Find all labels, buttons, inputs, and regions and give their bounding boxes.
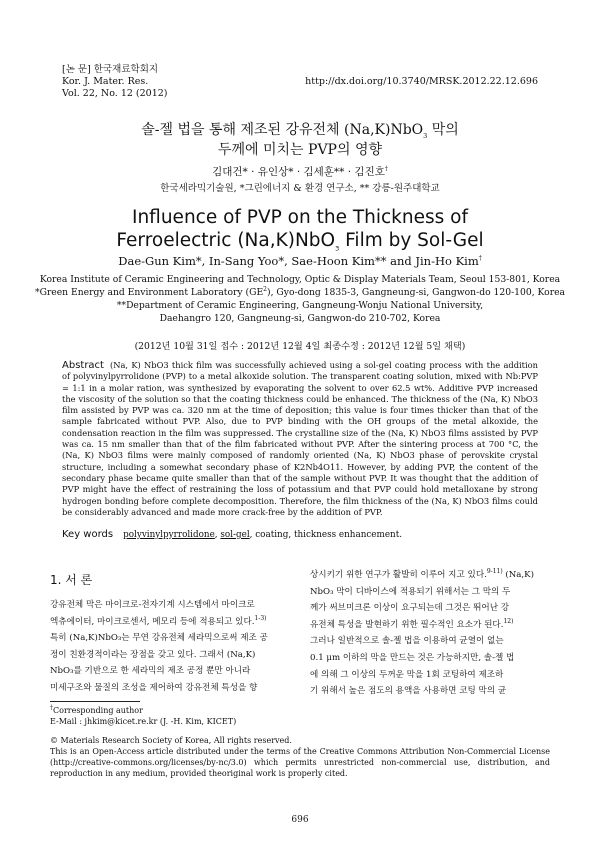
title-kr-line2: 두께에 미치는 PVP의 영향 xyxy=(217,142,383,158)
body-line: 께가 써브미크론 이상이 요구되는데 그것은 뛰어난 강 xyxy=(310,603,510,614)
abstract-label: Abstract xyxy=(62,360,104,371)
journal-volume: Vol. 22, No. 12 (2012) xyxy=(62,88,168,99)
body-line: 그러나 일반적으로 솔-젤 법을 이용하여 균열이 없는 xyxy=(310,636,504,647)
license-notice: This is an Open-Access article distributed under the terms of the Creative Commons Attribution Non-Commercial License (http://creative-commons.org/licenses/by-nc/3.0) which permits unrestricted non-commercial use, distribution, and reproduction in any medium, provided theoriginal work is properly cited. xyxy=(50,747,550,778)
authors-kr: 김대건* · 유인상* · 김세훈** · 김진호† xyxy=(212,165,388,178)
affiliations-kr: 한국세라믹기술원, *그린에너지 & 환경 연구소, ** 강릉-원주대학교 xyxy=(160,183,440,194)
copyright-notice: © Materials Research Society of Korea, All rights reserved. xyxy=(50,736,292,745)
doi-link[interactable]: http://dx.doi.org/10.3740/MRSK.2012.22.12.696 xyxy=(305,76,538,87)
body-line: 기 위해서 높은 점도의 용액을 사용하면 코팅 막의 균 xyxy=(310,686,507,697)
title-en-line1: Influence of PVP on the Thickness of xyxy=(132,207,468,228)
body-line: NbO₃를 기반으로 한 세라믹의 제조 공정 뿐만 아니라 xyxy=(50,666,251,677)
journal-name-kr: [논 문] 한국재료학회지 xyxy=(62,64,159,75)
left-column xyxy=(50,597,290,697)
footnote-divider xyxy=(50,701,140,702)
abstract xyxy=(62,360,538,518)
received-dates: (2012년 10월 31일 접수 : 2012년 12월 4일 최종수정 : 2012년 12월 5일 채택) xyxy=(134,341,466,352)
keywords: Key words polyvinylpyrrolidone, sol-gel, coating, thickness enhancement. xyxy=(62,529,403,540)
journal-header xyxy=(62,64,168,100)
keyword-link-1[interactable]: polyvinylpyrrolidone xyxy=(123,530,215,540)
body-line: 강유전체 막은 마이크로-전자기계 시스템에서 마이크로 xyxy=(50,600,255,610)
authors-en: Dae-Gun Kim*, In-Sang Yoo*, Sae-Hoon Kim** and Jin-Ho Kim† xyxy=(118,254,482,268)
title-kr-line1: 솔-젤 법을 통해 제조된 강유전체 (Na,K)NbO$_3$ 막의 xyxy=(141,122,459,140)
body-line: 상시키기 위한 연구가 활발히 이루어 지고 있다.$^{9-11)}$ (Na,K) xyxy=(310,568,534,580)
body-line: 미세구조와 물질의 조성을 제어하여 강유전체 특성을 향 xyxy=(50,682,258,693)
corresponding-email[interactable]: E-Mail : jhkim@kicet.re.kr (J. -H. Kim, KICET) xyxy=(50,717,237,726)
body-line: 0.1 μm 이하의 막을 만드는 것은 가능하지만, 솔-젤 법 xyxy=(310,652,515,663)
page-number: 696 xyxy=(291,815,309,825)
footnotes xyxy=(50,705,550,779)
journal-name-en: Kor. J. Mater. Res. xyxy=(62,76,149,87)
keyword-link-2[interactable]: sol-gel xyxy=(220,530,250,540)
abstract-text: (Na, K) NbO3 thick film was successfully achieved using a sol-gel coating process with the addition of polyvinylpyrrolidone (PVP) to a metal alkoxide solution. The transparent coating solution, mixed with Nb:PVP = 1:1 in a molar ration, was synthesized by evaporating the solvent to over 62.5 wt%. Additive PVP increased the viscosity of the solution so that the coating thickness could be enhanced. The thickness of the (Na, K) NbO3 film assisted by PVP was ca. 320 nm at the time of deposition; this value is four times thicker than that of the sample fabricated without PVP. Also, due to PVP binding with the OH groups of the metal alkoxide, the condensation reaction in the film was suppressed. The crystalline size of the (Na, K) NbO3 films assisted by PVP was ca. 15 nm smaller than that of the film fabricated without PVP. After the sintering process at 700 °C, the (Na, K) NbO3 films were mainly composed of randomly oriented (Na, K) NbO3 phase of perovskite crystal structure, including a somewhat secondary phase of K2Nb4O11. However, by adding PVP, the content of the secondary phase became quite smaller than that of the sample without PVP. It was thought that the addition of PVP might have the effect of restraining the loss of potassium and that PVP could hold metalloxane by strong hydrogen bonding before complete decomposition. Therefore, the film thickness of the (Na, K) NbO3 films could be considerably advanced and made more crack-free by the addition of PVP. xyxy=(62,360,538,517)
keywords-label: Key words xyxy=(62,529,114,540)
affiliation-line4: Daehangro 120, Gangneung-si, Gangwon-do 210-702, Korea xyxy=(159,313,441,324)
body-line: 특히 (Na,K)NbO₃는 무연 강유전체 세라믹으로써 제조 공 xyxy=(50,633,268,644)
body-line: NbO₃ 막이 디바이스에 적용되기 위해서는 그 막의 두 xyxy=(310,586,511,597)
body-line: 엑츄에이터, 마이크로센서, 메모리 등에 적용되고 있다.$^{1-3)}$ xyxy=(50,614,267,627)
affiliation-line1: Korea Institute of Ceramic Engineering and Technology, Optic & Display Materials Team, Seoul 153-801, Korea xyxy=(39,274,561,285)
title-en-line2: Ferroelectric (Na,K)NbO$_3$ Film by Sol-Gel xyxy=(116,230,484,253)
body-line: 유전체 특성을 발현하기 위한 필수적인 요소가 된다.$^{12)}$ xyxy=(310,617,514,630)
affiliation-line2: *Green Energy and Environment Laboratory $(GE^2)$, Gyo-dong 1835-3, Gangneung-si, Gangwon-do 120-100, Korea xyxy=(34,285,565,298)
section-heading-introduction: 1. 서 론 xyxy=(50,573,93,587)
right-column xyxy=(310,567,550,700)
corresponding-author: †Corresponding author xyxy=(50,704,143,715)
body-line: 에 의해 그 이상의 두꺼운 막을 1회 코팅하여 제조하 xyxy=(310,669,504,680)
affiliation-line3: **Department of Ceramic Engineering, Gangneung-Wonju National University, xyxy=(116,300,484,311)
body-line: 정이 친환경적이라는 장점을 갖고 있다. 그래서 (Na,K) xyxy=(50,649,256,660)
